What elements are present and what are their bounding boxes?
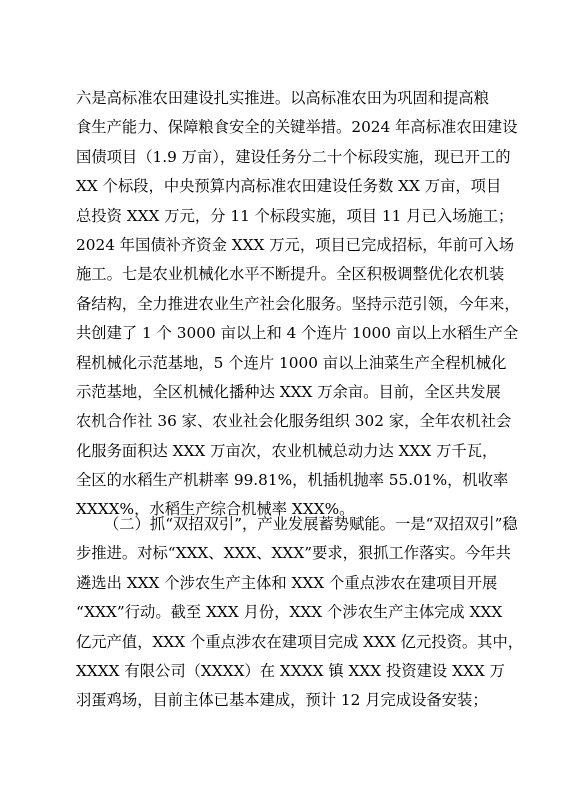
text-line: （二）抓“双招双引”，产业发展蓄势赋能。一是“双招双引”稳 [104, 515, 518, 533]
text-line: 施工。七是农业机械化水平不断提升。全区积极调整优化农机装 [76, 265, 505, 284]
text-line: 亿元产值，XXX 个重点涉农在建项目完成 XXX 亿元投资。其中， [76, 632, 524, 651]
text-line: 步推进。对标“XXX、XXX、XXX”要求，狠抓工作落实。今年共 [76, 544, 511, 563]
text-line: 六是高标准农田建设扎实推进。以高标准农田为巩固和提高粮 [76, 89, 490, 107]
text-line: XX 个标段，中央预算内高标准农田建设任务数 XX 万亩，项目 [76, 177, 502, 196]
text-line: 羽蛋鸡场，目前主体已基本建成，预计 12 月完成设备安装； [76, 691, 488, 710]
text-line: 化服务面积达 XXX 万亩次，农业机械总动力达 XXX 万千瓦， [76, 441, 498, 460]
text-line: 备结构，全力推进农业生产社会化服务。坚持示范引领，今年来， [76, 294, 520, 313]
text-line: XXXX 有限公司（XXXX）在 XXXX 镇 XXX 投资建设 XXX 万 [76, 661, 505, 680]
text-line: 国债项目（1.9 万亩），建设任务分二十个标段实施，现已开工的 [76, 147, 511, 166]
text-line: 程机械化示范基地，5 个连片 1000 亩以上油菜生产全程机械化 [76, 353, 507, 372]
text-line: 食生产能力、保障粮食安全的关键举措。2024 年高标准农田建设 [76, 118, 518, 137]
text-line: 共创建了 1 个 3000 亩以上和 4 个连片 1000 亩以上水稻生产全 [76, 324, 519, 343]
text-line: 2024 年国债补齐资金 XXX 万元，项目已完成招标，年前可入场 [76, 235, 515, 254]
text-line: 遴选出 XXX 个涉农生产主体和 XXX 个重点涉农在建项目开展 [76, 573, 498, 592]
paragraph-agriculture-progress [76, 84, 520, 525]
text-line: 农机合作社 36 家、农业社会化服务组织 302 家，全年农机社会 [76, 412, 512, 431]
paragraph-dual-investment [76, 510, 524, 716]
text-line: “XXX”行动。截至 XXX 月份，XXX 个涉农生产主体完成 XXX [76, 603, 503, 622]
text-line: XXXX%，水稻生产综合机械率 XXX%。 [76, 500, 355, 519]
text-line: 全区的水稻生产机耕率 99.81%，机插机抛率 55.01%，机收率 [76, 471, 509, 490]
text-line: 示范基地，全区机械化播种达 XXX 万余亩。目前，全区共发展 [76, 382, 501, 401]
text-line: 总投资 XXX 万元，分 11 个标段实施，项目 11 月已入场施工； [76, 206, 514, 225]
